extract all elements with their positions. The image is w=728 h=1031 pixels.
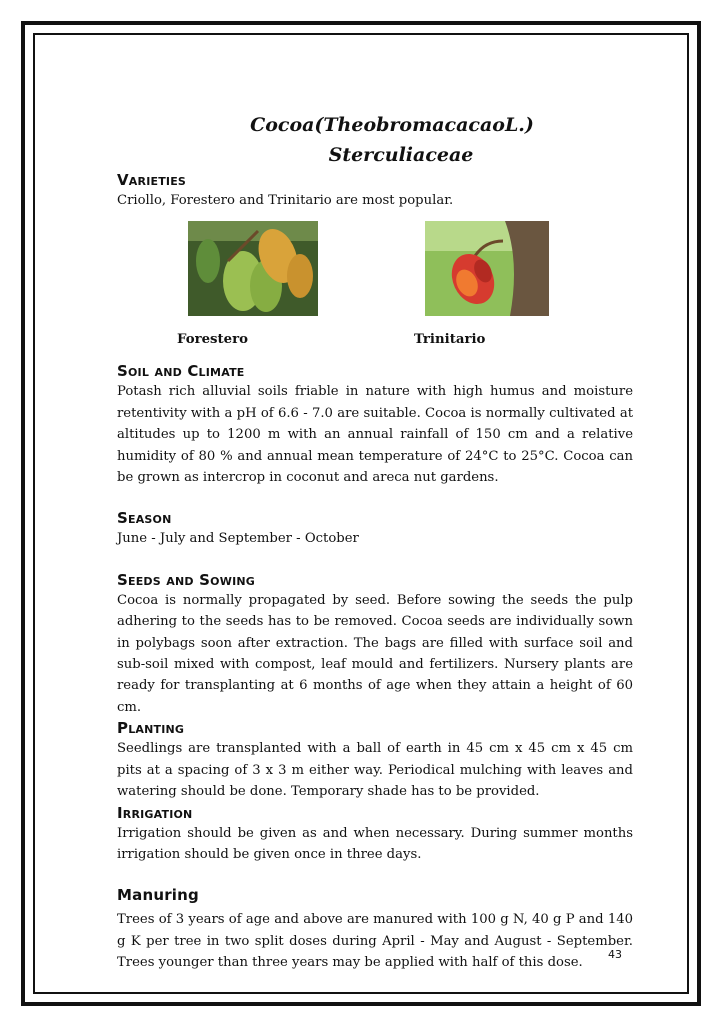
soil-climate-text: Potash rich alluvial soils friable in nature with high humus and moisture retentivity with a pH of 6.6 - 7.0 are suitable. Cocoa is normally cultivated at altitudes up to 1200 m with an annual rainfall of 150 cm and a relative humidity of 80 % and annual mean temperature of 24°C to 25°C. Cocoa can be grown as intercrop in coconut and areca nut gardens. [117, 384, 633, 486]
manuring-text: Trees of 3 years of age and above are manured with 100 g N, 40 g P and 140 g K per tree in two split doses during April - May and August - September. Trees younger than three years may be applied with half of this dose. [117, 912, 633, 971]
page-title: Cocoa(TheobromacacaoL.) [250, 114, 534, 136]
varieties-heading: Varieties [117, 171, 187, 189]
seeds-sowing-text: Cocoa is normally propagated by seed. Before sowing the seeds the pulp adhering to the seeds has to be removed. Cocoa seeds are individually sown in polybags soon after extraction. The bags are filled with surface soil and sub-soil mixed with compost, leaf mould and fertilizers. Nursery plants are ready for transplanting at 6 months of age when they attain a height of 60 cm. [117, 592, 633, 715]
planting-heading: Planting [117, 719, 185, 738]
family-name: Sterculiaceae [328, 144, 474, 166]
trinitario-photo [425, 221, 549, 316]
manuring-heading: Manuring [117, 886, 199, 905]
varieties-text: Criollo, Forestero and Trinitario are most popular. [117, 193, 454, 208]
soil-climate-heading: Soil and Climate [117, 362, 245, 381]
irrigation-heading: Irrigation [117, 803, 193, 822]
seeds-sowing-heading: Seeds and Sowing [117, 570, 255, 589]
season-text: June - July and September - October [117, 531, 359, 547]
season-heading: Season [117, 509, 172, 528]
trinitario-caption: Trinitario [414, 332, 486, 348]
forestero-caption: Forestero [177, 332, 249, 348]
page-number: 43 [608, 948, 622, 961]
irrigation-text: Irrigation should be given as and when necessary. During summer months irrigation should be given once in three days. [117, 825, 633, 862]
document-body [117, 110, 633, 974]
forestero-photo [188, 221, 318, 316]
variety-images [117, 221, 633, 361]
planting-text: Seedlings are transplanted with a ball of earth in 45 cm x 45 cm x 45 cm pits at a spacing of 3 x 3 m either way. Periodical mulching with leaves and watering should be done. Temporary shade has to be provided. [117, 741, 633, 800]
